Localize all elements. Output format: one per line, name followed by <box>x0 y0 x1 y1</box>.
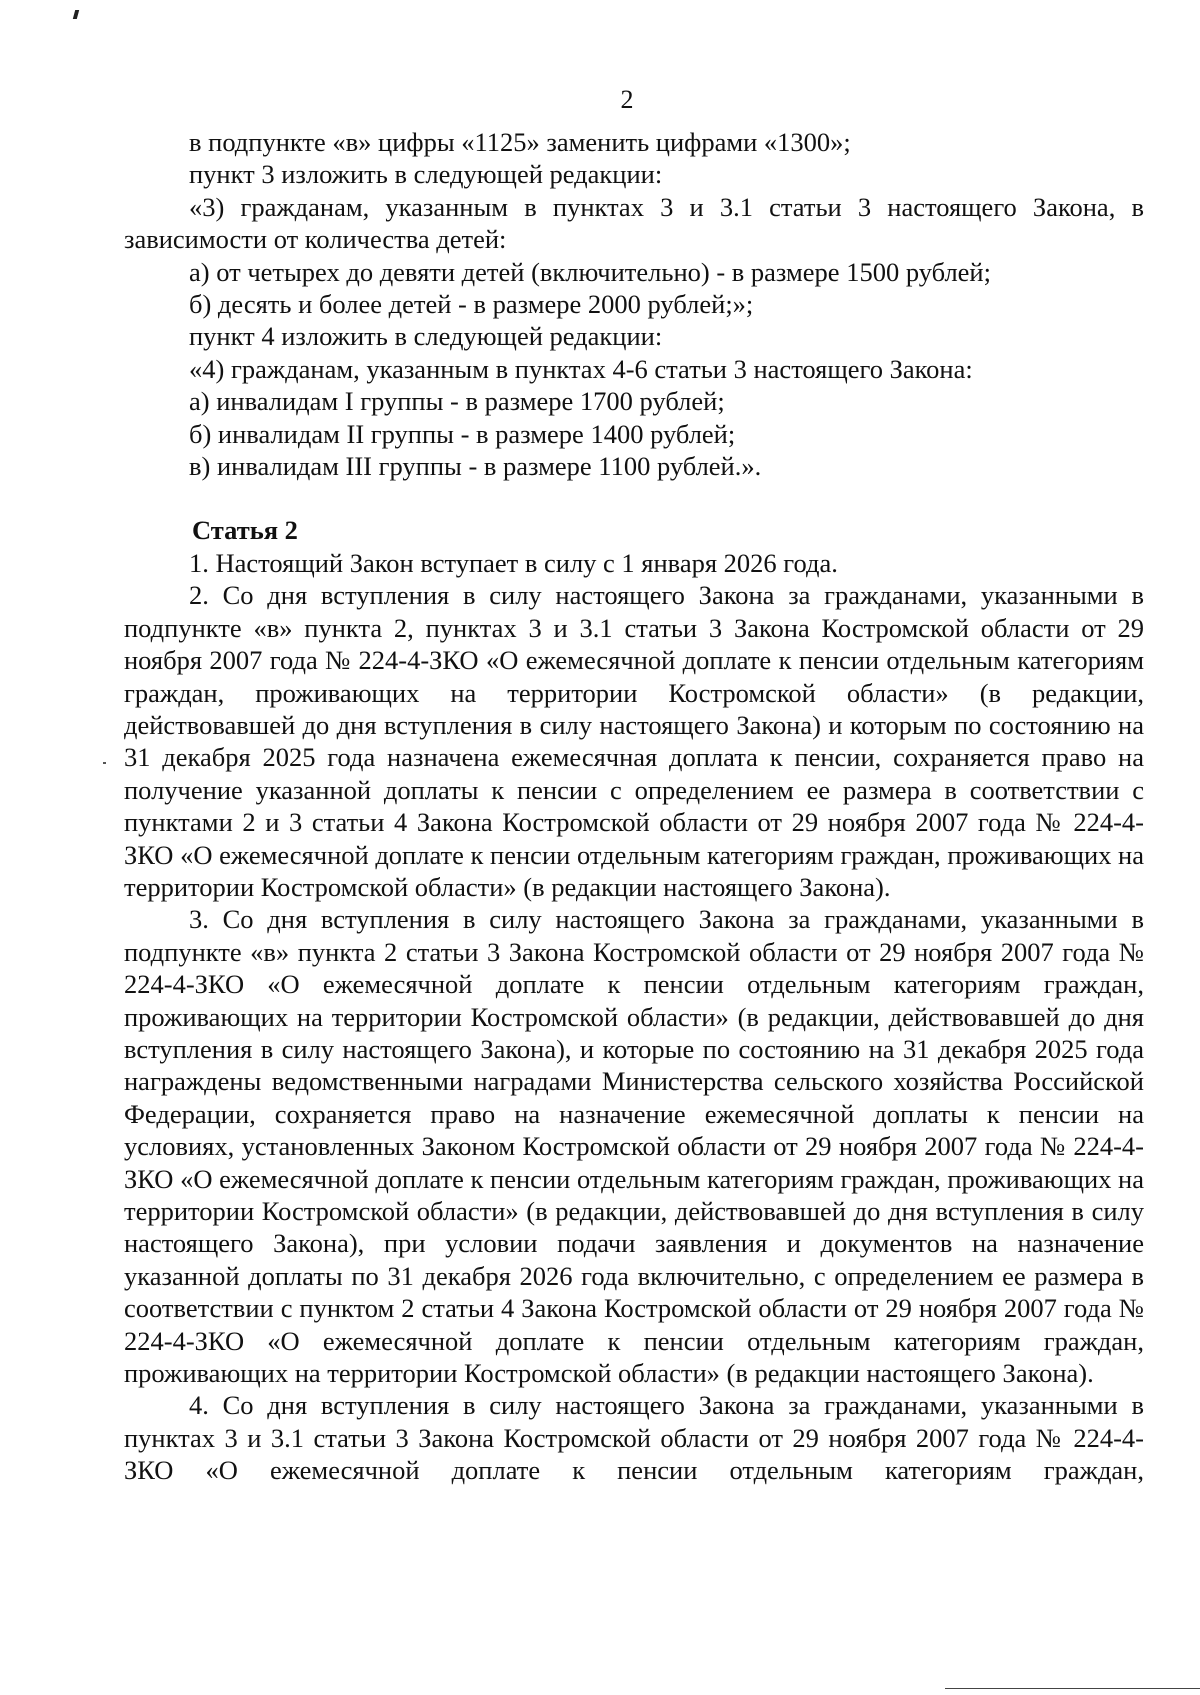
amendment-line: а) от четырех до девяти детей (включительно) - в размере 1500 рублей; <box>189 256 991 287</box>
amendment-line: «3) гражданам, указанным в пунктах 3 и 3.1 статьи 3 настоящего Закона, в зависимости от количества детей: <box>124 191 1144 255</box>
amendment-line: б) инвалидам II группы - в размере 1400 рублей; <box>189 418 736 449</box>
scan-artifact-mark <box>73 10 79 19</box>
amendment-line: «4) гражданам, указанным в пунктах 4-6 статьи 3 настоящего Закона: <box>189 353 973 384</box>
amendment-line: б) десять и более детей - в размере 2000 рублей;»; <box>189 289 754 320</box>
amendment-line: в) инвалидам III группы - в размере 1100 рублей.». <box>189 451 762 482</box>
scan-artifact-edge-line <box>945 1688 1200 1689</box>
amendment-line: пункт 3 изложить в следующей редакции: <box>189 159 663 190</box>
article-paragraph: 3. Со дня вступления в силу настоящего Закона за гражданами, указанными в подпункте «в» пункта 2 статьи 3 Закона Костромской области от 29 ноября 2007 года № 224-4-ЗКО «О ежемесячной доплате к пенсии отдельным категориям граждан, проживающих на территории Костромской области» (в редакции, действовавшей до дня вступления в силу настоящего Закона), и которые по состоянию на 31 декабря 2025 года награждены ведомственными наградами Министерства сельского хозяйства Российской Федерации, сохраняется право на назначение ежемесячной доплаты к пенсии на условиях, установленных Законом Костромской области от 29 ноября 2007 года № 224-4-ЗКО «О ежемесячной доплате к пенсии отдельным категориям граждан, проживающих на территории Костромской области» (в редакции, действовавшей до дня вступления в силу настоящего Закона), при условии подачи заявления и документов на назначение указанной доплаты по 31 декабря 2026 года включительно, с определением ее размера в соответствии с пунктом 2 статьи 4 Закона Костромской области от 29 ноября 2007 года № 224-4-ЗКО «О ежемесячной доплате к пенсии отдельным категориям граждан, проживающих на территории Костромской области» (в редакции настоящего Закона). <box>124 904 1144 1389</box>
article-paragraph: 4. Со дня вступления в силу настоящего Закона за гражданами, указанными в пунктах 3 и 3.1 статьи 3 Закона Костромской области от 29 ноября 2007 года № 224-4-ЗКО «О ежемесячной доплате к пенсии отдельным категориям граждан, <box>124 1390 1144 1486</box>
amendment-line: а) инвалидам I группы - в размере 1700 рублей; <box>189 386 725 417</box>
article-heading: Статья 2 <box>192 515 298 546</box>
amendment-line: пункт 4 изложить в следующей редакции: <box>189 321 663 352</box>
scan-artifact-speck <box>103 762 106 764</box>
document-body <box>124 126 1144 1487</box>
amendment-line: в подпункте «в» цифры «1125» заменить цифрами «1300»; <box>189 127 851 157</box>
page-number: 2 <box>620 85 634 114</box>
article-paragraph: 2. Со дня вступления в силу настоящего Закона за гражданами, указанными в подпункте «в» пункта 2, пунктах 3 и 3.1 статьи 3 Закона Костромской области от 29 ноября 2007 года № 224-4-ЗКО «О ежемесячной доплате к пенсии отдельным категориям граждан, проживающих на территории Костромской области» (в редакции, действовавшей до дня вступления в силу настоящего Закона) и которым по состоянию на 31 декабря 2025 года назначена ежемесячная доплата к пенсии, сохраняется право на получение указанной доплаты к пенсии с определением ее размера в соответствии с пунктами 2 и 3 статьи 4 Закона Костромской области от 29 ноября 2007 года № 224-4-ЗКО «О ежемесячной доплате к пенсии отдельным категориям граждан, проживающих на территории Костромской области» (в редакции настоящего Закона). <box>124 580 1144 902</box>
article-paragraph: 1. Настоящий Закон вступает в силу с 1 января 2026 года. <box>189 547 838 578</box>
